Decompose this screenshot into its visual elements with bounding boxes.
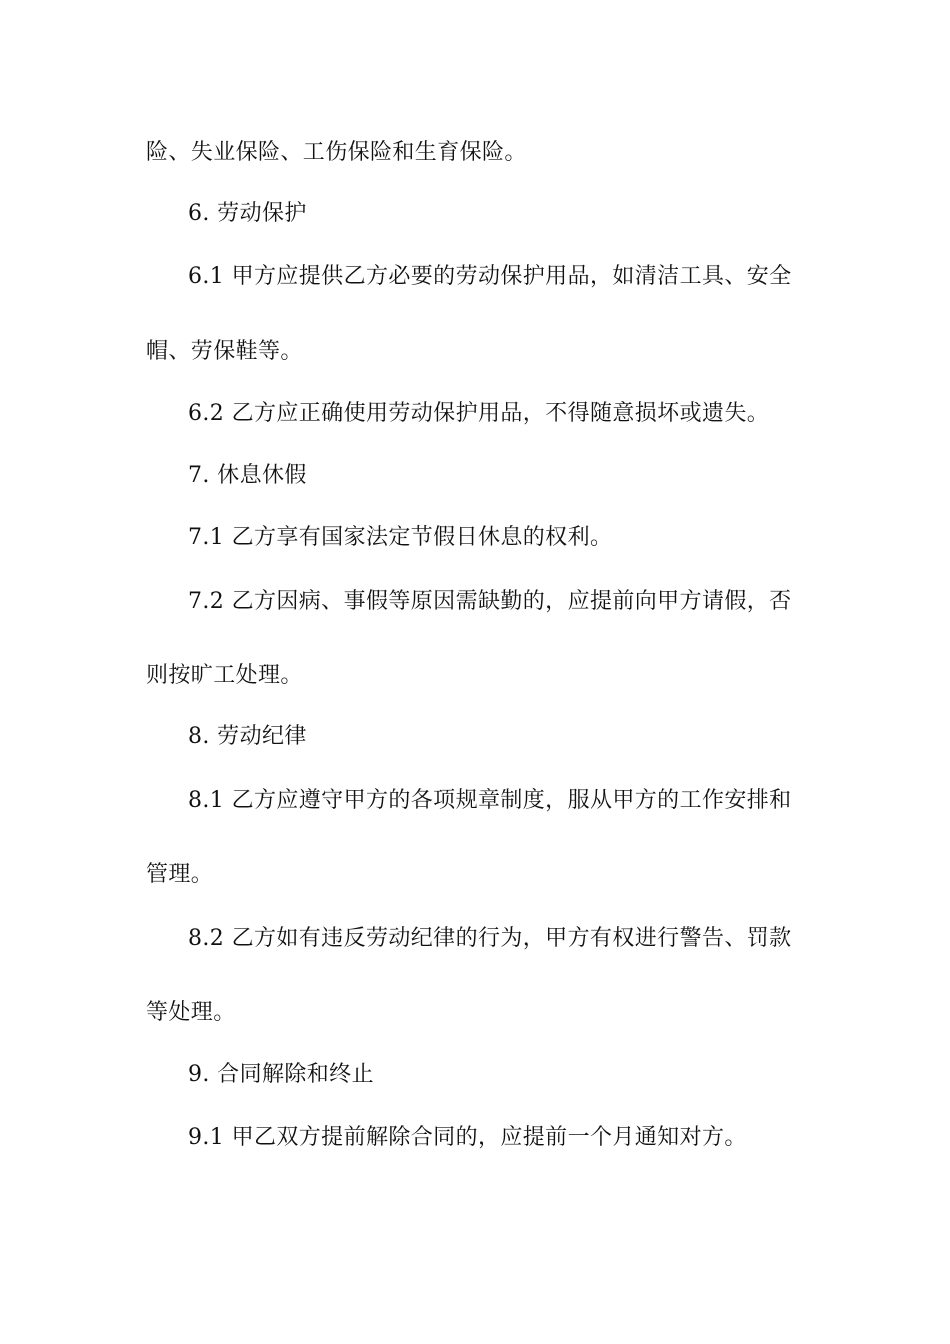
clause-8-2: 8.2 乙方如有违反劳动纪律的行为，甲方有权进行警告、罚款 — [188, 926, 792, 951]
clause-8-2-continuation: 等处理。 — [146, 1000, 236, 1025]
clause-6-1: 6.1 甲方应提供乙方必要的劳动保护用品，如清洁工具、安全 — [188, 264, 792, 289]
clause-6-2: 6.2 乙方应正确使用劳动保护用品，不得随意损坏或遗失。 — [188, 401, 770, 426]
clause-8-1-continuation: 管理。 — [146, 862, 214, 887]
section-heading-9: 9. 合同解除和终止 — [188, 1062, 374, 1087]
clause-7-1: 7.1 乙方享有国家法定节假日休息的权利。 — [188, 525, 613, 550]
clause-7-2: 7.2 乙方因病、事假等原因需缺勤的，应提前向甲方请假，否 — [188, 589, 792, 614]
section-heading-8: 8. 劳动纪律 — [188, 724, 307, 749]
clause-9-1: 9.1 甲乙双方提前解除合同的，应提前一个月通知对方。 — [188, 1125, 747, 1150]
paragraph-continuation: 险、失业保险、工伤保险和生育保险。 — [146, 140, 527, 165]
section-heading-6: 6. 劳动保护 — [188, 201, 307, 226]
clause-8-1: 8.1 乙方应遵守甲方的各项规章制度，服从甲方的工作安排和 — [188, 788, 792, 813]
clause-6-1-continuation: 帽、劳保鞋等。 — [146, 339, 303, 364]
clause-7-2-continuation: 则按旷工处理。 — [146, 663, 303, 688]
section-heading-7: 7. 休息休假 — [188, 463, 307, 488]
